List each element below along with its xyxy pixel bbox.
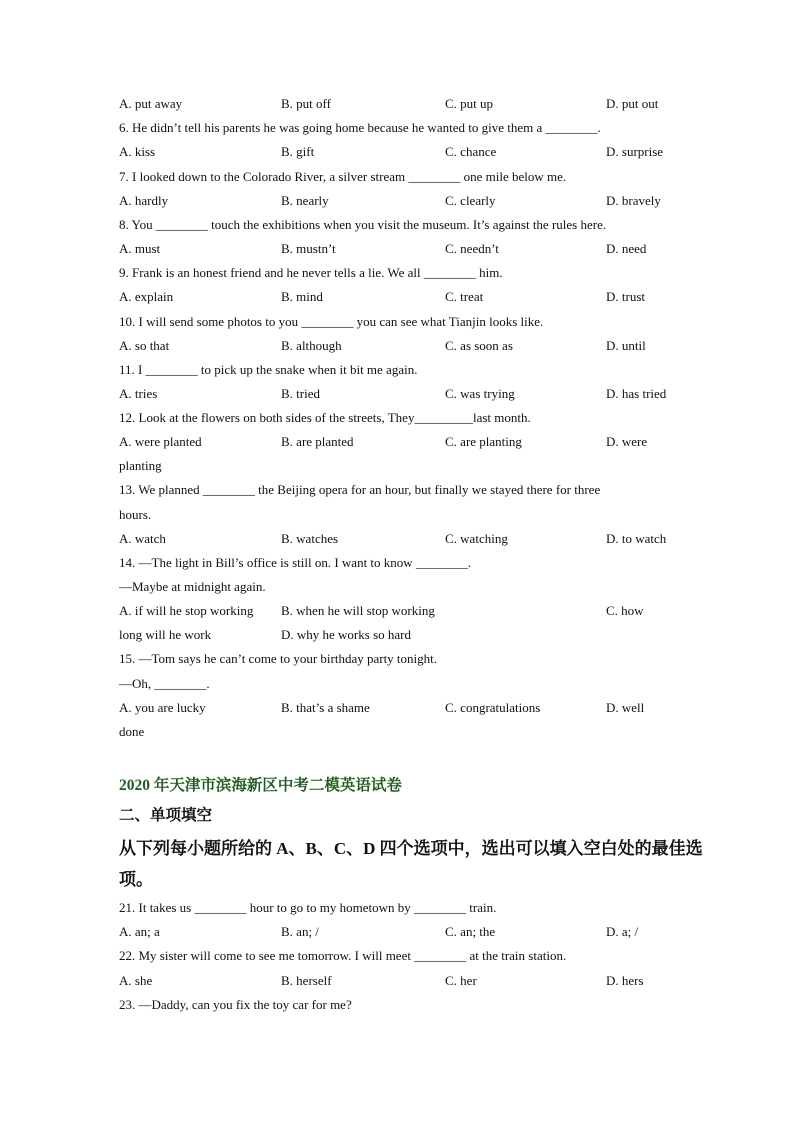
option-b: B. mind <box>281 289 323 304</box>
question-13-wrap: hours. <box>119 507 152 522</box>
option-b: B. tried <box>281 386 320 401</box>
option-a: A. an; a <box>119 924 160 939</box>
question-6-stem: 6. He didn’t tell his parents he was going home because he wanted to give them a ________. <box>119 120 601 135</box>
option-c: C. treat <box>445 289 484 304</box>
option-b: B. nearly <box>281 193 329 208</box>
option-b: B. an; / <box>281 924 319 939</box>
option-b: B. herself <box>281 973 332 988</box>
option-d: D. why he works so hard <box>281 627 411 642</box>
option-d: D. hers <box>606 973 644 988</box>
option-a: A. tries <box>119 386 158 401</box>
option-d: D. until <box>606 338 646 353</box>
option-c: C. clearly <box>445 193 496 208</box>
option-a: A. must <box>119 241 161 256</box>
option-b: B. although <box>281 338 342 353</box>
question-14-stem: 14. —The light in Bill’s office is still on. I want to know ________. <box>119 555 472 570</box>
option-a: A. explain <box>119 289 174 304</box>
option-c-wrap: long will he work <box>119 627 212 642</box>
question-11-stem: 11. I ________ to pick up the snake when it bit me again. <box>119 362 418 377</box>
option-c: C. as soon as <box>445 338 513 353</box>
option-c: C. her <box>445 973 477 988</box>
option-a: A. if will he stop working <box>119 603 254 618</box>
option-a: A. put away <box>119 96 183 111</box>
option-c: C. was trying <box>445 386 515 401</box>
question-12-wrap: planting <box>119 458 162 473</box>
option-a: A. kiss <box>119 144 156 159</box>
option-c: C. put up <box>445 96 494 111</box>
question-13-stem: 13. We planned ________ the Beijing opera for an hour, but finally we stayed there for three <box>119 482 601 497</box>
option-c: C. chance <box>445 144 497 159</box>
question-9-stem: 9. Frank is an honest friend and he never tells a lie. We all ________ him. <box>119 265 503 280</box>
question-14-reply: —Maybe at midnight again. <box>119 579 266 594</box>
question-15-reply: —Oh, ________. <box>119 676 210 691</box>
option-d: D. has tried <box>606 386 667 401</box>
question-8-stem: 8. You ________ touch the exhibitions when you visit the museum. It’s against the rules here. <box>119 217 607 232</box>
question-21-stem: 21. It takes us ________ hour to go to my hometown by ________ train. <box>119 900 497 915</box>
option-b: B. mustn’t <box>281 241 336 256</box>
instruction-line-1: 从下列每小题所给的 A、B、C、D 四个选项中，选出可以填入空白处的最佳选 <box>119 839 703 858</box>
exam-title: 2020 年天津市滨海新区中考二模英语试卷 <box>119 777 402 794</box>
option-b: B. watches <box>281 531 339 546</box>
option-b: B. gift <box>281 144 315 159</box>
option-d: D. surprise <box>606 144 664 159</box>
question-10-stem: 10. I will send some photos to you ________ you can see what Tianjin looks like. <box>119 314 544 329</box>
option-c: C. are planting <box>445 434 522 449</box>
question-7-stem: 7. I looked down to the Colorado River, a silver stream ________ one mile below me. <box>119 169 567 184</box>
option-d: D. well <box>606 700 645 715</box>
option-a: A. you are lucky <box>119 700 206 715</box>
option-c: C. needn’t <box>445 241 499 256</box>
option-a: A. watch <box>119 531 166 546</box>
option-c: C. congratulations <box>445 700 541 715</box>
option-c: C. how <box>606 603 644 618</box>
option-a: A. hardly <box>119 193 169 208</box>
question-12-stem: 12. Look at the flowers on both sides of the streets, They_________last month. <box>119 410 531 425</box>
option-c: C. watching <box>445 531 508 546</box>
option-c: C. an; the <box>445 924 496 939</box>
option-a: A. were planted <box>119 434 202 449</box>
option-d: D. a; / <box>606 924 639 939</box>
question-15-wrap: done <box>119 724 145 739</box>
option-a: A. she <box>119 973 153 988</box>
option-d: D. to watch <box>606 531 667 546</box>
question-15-stem: 15. —Tom says he can’t come to your birthday party tonight. <box>119 651 438 666</box>
option-b: B. when he will stop working <box>281 603 435 618</box>
option-d: D. need <box>606 241 647 256</box>
question-23-stem: 23. —Daddy, can you fix the toy car for me? <box>119 997 352 1012</box>
instruction-line-2: 项。 <box>119 870 153 889</box>
question-22-stem: 22. My sister will come to see me tomorrow. I will meet ________ at the train station. <box>119 948 567 963</box>
option-b: B. are planted <box>281 434 354 449</box>
option-d: D. bravely <box>606 193 661 208</box>
option-b: B. that’s a shame <box>281 700 370 715</box>
option-d: D. put out <box>606 96 659 111</box>
section-title: 二、单项填空 <box>119 807 213 824</box>
option-d: D. trust <box>606 289 645 304</box>
option-d: D. were <box>606 434 648 449</box>
option-b: B. put off <box>281 96 331 111</box>
option-a: A. so that <box>119 338 170 353</box>
